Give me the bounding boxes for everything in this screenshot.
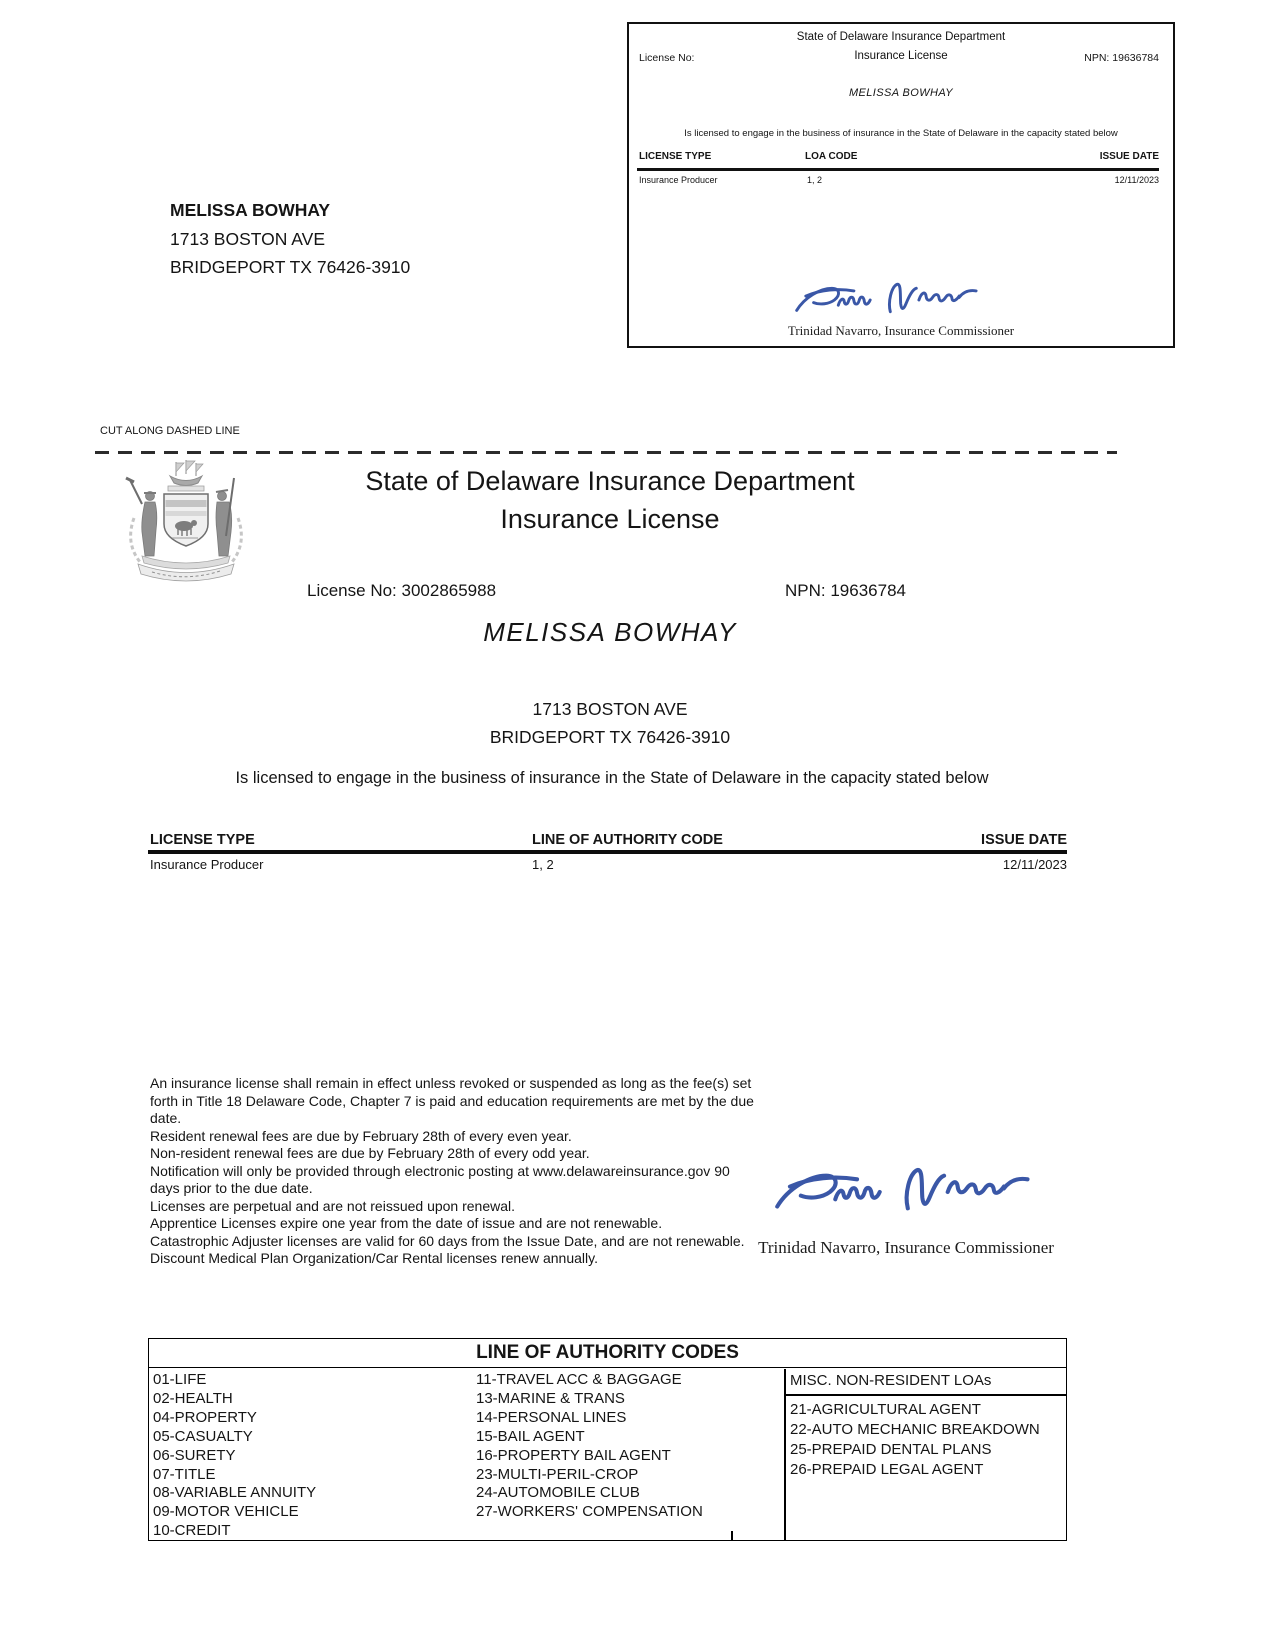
- card-cell-license-type: Insurance Producer: [639, 175, 718, 185]
- loa-code: 22-AUTO MECHANIC BREAKDOWN: [790, 1421, 1040, 1438]
- loa-code: 24-AUTOMOBILE CLUB: [476, 1484, 640, 1502]
- loa-code: 14-PERSONAL LINES: [476, 1408, 627, 1426]
- license-conditions-paragraph: [150, 1075, 758, 1268]
- commissioner-signature-icon: [784, 274, 994, 326]
- card-npn-value: NPN: 19636784: [1084, 52, 1159, 64]
- license-title-line2: Insurance License: [500, 504, 720, 534]
- note-line: Resident renewal fees are due by February 28th of every even year.: [150, 1127, 572, 1144]
- loa-column-2: [476, 1371, 703, 1522]
- licensee-city-state-zip: BRIDGEPORT TX 76426-3910: [489, 727, 731, 747]
- card-table-rule: [637, 168, 1159, 171]
- card-license-no-label: License No:: [639, 52, 695, 64]
- note-line: Non-resident renewal fees are due by February 28th of every odd year.: [150, 1145, 590, 1161]
- licensed-statement: Is licensed to engage in the business of insurance in the State of Delaware in the capacity stated below: [235, 769, 989, 787]
- mailing-street: 1713 BOSTON AVE: [170, 229, 325, 249]
- cut-along-dashed-line-label: CUT ALONG DASHED LINE: [100, 425, 240, 437]
- col-header-issue-date: ISSUE DATE: [981, 832, 1067, 848]
- licensee-street: 1713 BOSTON AVE: [532, 699, 688, 719]
- loa-bottom-column-tick: [731, 1531, 733, 1540]
- card-licensed-statement: Is licensed to engage in the business of insurance in the State of Delaware in the capacity stated below: [684, 128, 1118, 139]
- loa-code: 04-PROPERTY: [153, 1408, 257, 1426]
- note-line: Licenses are perpetual and are not reissued upon renewal.: [150, 1197, 516, 1214]
- mailing-city-state-zip: BRIDGEPORT TX 76426-3910: [170, 257, 411, 277]
- loa-code: 23-MULTI-PERIL-CROP: [476, 1465, 639, 1483]
- cell-license-type: Insurance Producer: [150, 857, 264, 872]
- loa-code: 02-HEALTH: [153, 1389, 233, 1407]
- loa-code: 09-MOTOR VEHICLE: [153, 1503, 299, 1521]
- card-cell-issue-date: 12/11/2023: [1114, 175, 1159, 185]
- loa-code: 06-SURETY: [153, 1446, 236, 1464]
- card-col-loa-code: LOA CODE: [805, 151, 858, 162]
- misc-header-underline: [786, 1394, 1067, 1396]
- loa-code: 11-TRAVEL ACC & BAGGAGE: [476, 1371, 682, 1388]
- loa-code: 05-CASUALTY: [153, 1427, 253, 1445]
- loa-code: 10-CREDIT: [153, 1522, 231, 1540]
- card-title-line2: Insurance License: [854, 50, 948, 62]
- card-licensee-name: MELISSA BOWHAY: [848, 87, 953, 99]
- col-header-license-type: LICENSE TYPE: [150, 832, 255, 848]
- loa-code: 01-LIFE: [153, 1371, 207, 1388]
- license-number: License No: 3002865988: [307, 581, 497, 600]
- cell-loa-code: 1, 2: [532, 857, 554, 872]
- card-title-line1: State of Delaware Insurance Department: [796, 31, 1006, 43]
- line-of-authority-codes-table: [148, 1338, 1067, 1541]
- commissioner-signature-icon: [770, 1148, 1042, 1236]
- signature-caption: Trinidad Navarro, Insurance Commissioner: [758, 1238, 1054, 1257]
- note-line: Notification will only be provided through electronic posting at www.delawareinsurance.gov 90 days prior to the due date.: [150, 1162, 730, 1196]
- wallet-license-card: [627, 22, 1175, 348]
- loa-code: 25-PREPAID DENTAL PLANS: [790, 1441, 992, 1458]
- loa-code: 16-PROPERTY BAIL AGENT: [476, 1446, 671, 1464]
- licensee-name: MELISSA BOWHAY: [483, 617, 737, 647]
- loa-code: 07-TITLE: [153, 1465, 216, 1483]
- loa-table-title: LINE OF AUTHORITY CODES: [149, 1339, 1066, 1368]
- col-header-line-of-authority-code: LINE OF AUTHORITY CODE: [532, 832, 723, 848]
- loa-code: 15-BAIL AGENT: [476, 1427, 585, 1445]
- note-line: Discount Medical Plan Organization/Car Rental licenses renew annually.: [150, 1250, 598, 1266]
- loa-column-3: [790, 1400, 1040, 1480]
- loa-code: 21-AGRICULTURAL AGENT: [790, 1401, 981, 1418]
- loa-code: 27-WORKERS' COMPENSATION: [476, 1503, 703, 1521]
- card-col-issue-date: ISSUE DATE: [1099, 151, 1159, 162]
- cell-issue-date: 12/11/2023: [1002, 857, 1067, 872]
- npn-number: NPN: 19636784: [785, 581, 906, 600]
- note-line: An insurance license shall remain in effect unless revoked or suspended as long as the fee(s) set forth in Title 18 Delaware Code, Chapter 7 is paid and education requirements are met by the due date.: [150, 1075, 754, 1126]
- license-title-line1: State of Delaware Insurance Department: [365, 466, 855, 496]
- note-line: Catastrophic Adjuster licenses are valid for 60 days from the Issue Date, and are not renewable.: [150, 1232, 745, 1249]
- mailing-name: MELISSA BOWHAY: [170, 200, 331, 220]
- card-signature-caption: Trinidad Navarro, Insurance Commissioner: [787, 323, 1015, 338]
- license-table-rule: [148, 850, 1067, 854]
- dashed-cut-line: [95, 451, 1117, 454]
- card-col-license-type: LICENSE TYPE: [639, 151, 712, 162]
- misc-non-resident-header: MISC. NON-RESIDENT LOAs: [790, 1372, 992, 1389]
- loa-code: 08-VARIABLE ANNUITY: [153, 1484, 317, 1502]
- loa-code: 13-MARINE & TRANS: [476, 1389, 625, 1407]
- loa-code: 26-PREPAID LEGAL AGENT: [790, 1461, 984, 1478]
- note-line: Apprentice Licenses expire one year from the date of issue and are not renewable.: [150, 1215, 663, 1231]
- card-cell-loa-code: 1, 2: [807, 175, 823, 185]
- loa-column-1: [153, 1371, 316, 1541]
